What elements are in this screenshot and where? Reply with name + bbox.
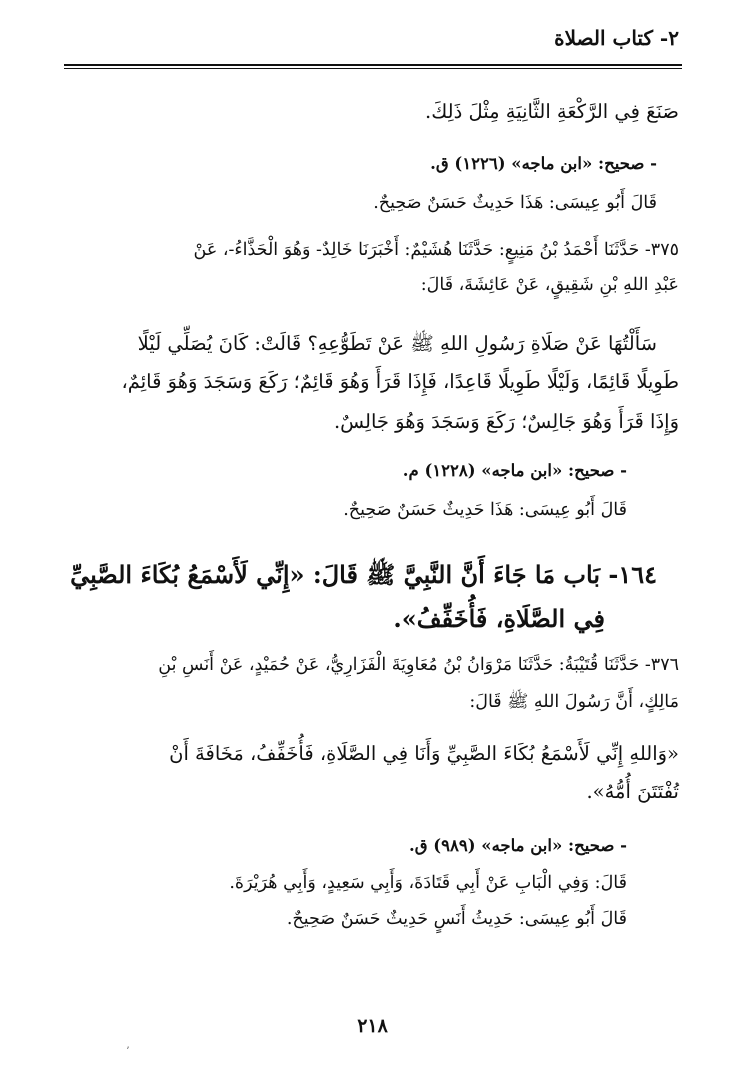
hadith-text-line: وَإِذَا قَرَأَ وَهُوَ جَالِسٌ؛ رَكَعَ وَسَجَدَ وَهُوَ جَالِسٌ. — [333, 410, 679, 433]
header-rule-thick — [64, 64, 682, 66]
isnad-line: عَبْدِ اللهِ بْنِ شَقِيقٍ، عَنْ عَائِشَةَ، قَالَ: — [420, 275, 679, 295]
chapter-heading: فِي الصَّلَاةِ، فَأُخَفِّفُ». — [393, 604, 605, 633]
grading-note: - صحيح: «ابن ماجه» (١٢٢٨) م. — [402, 461, 627, 480]
tirmidhi-comment: قَالَ أَبُو عِيسَى: هَذَا حَدِيثٌ حَسَنٌ صَحِيحٌ. — [343, 500, 627, 520]
isnad-line: ٣٧٥- حَدَّثَنَا أَحْمَدُ بْنُ مَنِيعٍ: حَدَّثَنَا هُشَيْمٌ: أَخْبَرَنَا خَالِدٌ- وَهُوَ الْحَذَّاءُ-، عَنْ — [193, 240, 679, 260]
tirmidhi-comment: قَالَ أَبُو عِيسَى: هَذَا حَدِيثٌ حَسَنٌ صَحِيحٌ. — [373, 193, 657, 213]
tirmidhi-comment: قَالَ أَبُو عِيسَى: حَدِيثُ أَنَسٍ حَدِيثٌ حَسَنٌ صَحِيحٌ. — [286, 909, 627, 929]
hadith-text-line: سَأَلْتُهَا عَنْ صَلَاةِ رَسُولِ اللهِ ﷺ عَنْ تَطَوُّعِهِ؟ قَالَتْ: كَانَ يُصَلِّي لَيْلًا — [137, 332, 657, 355]
isnad-line: مَالِكٍ، أَنَّ رَسُولَ اللهِ ﷺ قَالَ: — [469, 692, 679, 712]
grading-note: - صحيح: «ابن ماجه» (٩٨٩) ق. — [409, 836, 627, 855]
chapter-heading: ١٦٤- بَاب مَا جَاءَ أَنَّ النَّبِيَّ ﷺ قَالَ: «إِنِّي لَأَسْمَعُ بُكَاءَ الصَّبِيِّ — [70, 560, 657, 589]
hadith-text-line: صَنَعَ فِي الرَّكْعَةِ الثَّانِيَةِ مِثْلَ ذَلِكَ. — [425, 100, 679, 123]
grading-note: - صحيح: «ابن ماجه» (١٢٢٦) ق. — [430, 154, 657, 173]
isnad-line: ٣٧٦- حَدَّثَنَا قُتَيْبَةُ: حَدَّثَنَا مَرْوَانُ بْنُ مُعَاوِيَةَ الْفَزَارِيُّ، عَنْ حُمَيْدٍ، عَنْ أَنَسِ بْنِ — [158, 655, 679, 675]
hadith-text-line: تُفْتَتَنَ أُمُّهُ». — [586, 780, 679, 803]
hadith-text-line: طَوِيلًا قَائِمًا، وَلَيْلًا طَوِيلًا قَاعِدًا، فَإِذَا قَرَأَ وَهُوَ قَائِمٌ؛ رَكَعَ وَسَجَدَ وَهُوَ قَائِمٌ، — [121, 370, 679, 393]
hadith-text-line: «وَاللهِ إِنِّي لَأَسْمَعُ بُكَاءَ الصَّبِيِّ وَأَنَا فِي الصَّلَاةِ، فَأُخَفِّفُ، مَخَافَةَ أَنْ — [169, 742, 679, 765]
chapter-header: ٢- كتاب الصلاة — [554, 26, 679, 50]
tirmidhi-comment: قَالَ: وَفِي الْبَابِ عَنْ أَبِي قَتَادَةَ، وَأَبِي سَعِيدٍ، وَأَبِي هُرَيْرَةَ. — [229, 873, 627, 893]
page-number: ٢١٨ — [357, 1015, 388, 1037]
header-rule-thin — [64, 68, 682, 69]
scan-speck: ʼ — [126, 1046, 130, 1057]
